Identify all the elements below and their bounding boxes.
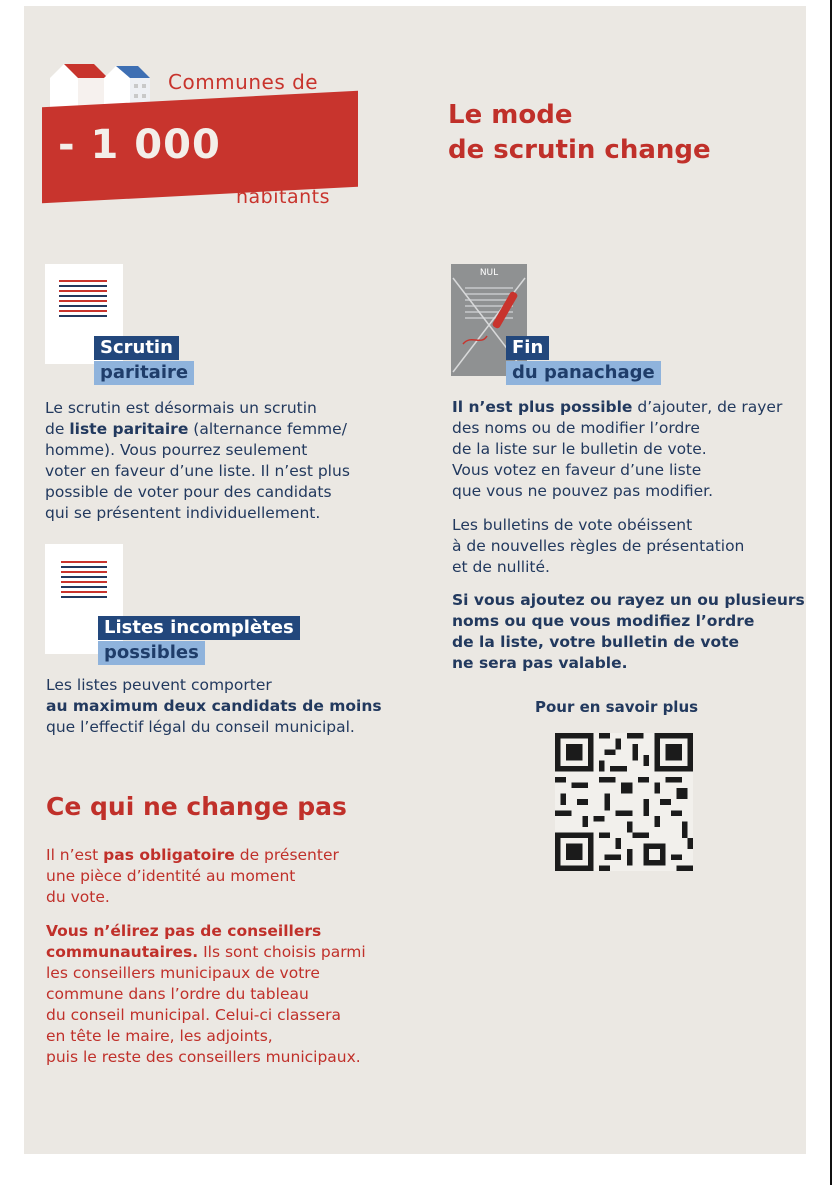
panachage-line: de la liste sur le bulletin de vote.: [452, 440, 707, 458]
communes-label: Communes de: [168, 70, 319, 94]
tag-possibles: possibles: [98, 641, 205, 665]
title-line-1: Le mode: [448, 100, 573, 130]
panachage-line: Les bulletins de vote obéissent: [452, 516, 693, 534]
tag-scrutin: Scrutin: [94, 336, 179, 360]
paritaire-text: [45, 398, 350, 524]
panachage-line: et de nullité.: [452, 558, 550, 576]
incompletes-line: que l’effectif légal du conseil municipal.: [46, 718, 355, 736]
incompletes-line-bold: au maximum deux candidats de moins: [46, 697, 382, 715]
paritaire-line: possible de voter pour des candidats: [45, 483, 332, 501]
unchanged-line: une pièce d’identité au moment: [46, 867, 296, 885]
paritaire-bold: liste paritaire: [69, 420, 189, 438]
panachage-line: Vous votez en faveur d’une liste: [452, 461, 702, 479]
panachage-line: que vous ne pouvez pas modifier.: [452, 482, 714, 500]
incompletes-line: Les listes peuvent comporter: [46, 676, 272, 694]
unchanged-line: puis le reste des conseillers municipaux.: [46, 1048, 361, 1066]
paritaire-line: voter en faveur d’une liste. Il n’est plus: [45, 462, 350, 480]
panachage-line-bold: ne sera pas valable.: [452, 654, 628, 672]
unchanged-line: du vote.: [46, 888, 110, 906]
tag-paritaire: paritaire: [94, 361, 194, 385]
panachage-text-3: [452, 590, 805, 674]
tag-panachage: du panachage: [506, 361, 661, 385]
unchanged-text-1: [46, 845, 339, 908]
unchanged-line: commune dans l’ordre du tableau: [46, 985, 309, 1003]
paritaire-line: homme). Vous pourrez seulement: [45, 441, 308, 459]
panachage-line-bold: Si vous ajoutez ou rayez un ou plusieurs: [452, 591, 805, 609]
paritaire-line: Le scrutin est désormais un scrutin: [45, 399, 317, 417]
scan-edge: [830, 0, 832, 1185]
panachage-line: Il n’est plus possible d’ajouter, de rayer: [452, 398, 783, 416]
habitants-label: habitants: [236, 186, 331, 208]
panachage-text-1: [452, 397, 782, 502]
tag-fin: Fin: [506, 336, 549, 360]
page-title: [448, 98, 711, 168]
panachage-text-2: [452, 515, 744, 578]
qr-code[interactable]: [555, 733, 693, 871]
panachage-line: des noms ou de modifier l’ordre: [452, 419, 700, 437]
paritaire-line: de liste paritaire (alternance femme/: [45, 420, 347, 438]
section-title-unchanged: Ce qui ne change pas: [46, 792, 347, 821]
unchanged-line: communautaires. Ils sont choisis parmi: [46, 943, 366, 961]
unchanged-line: du conseil municipal. Celui-ci classera: [46, 1006, 341, 1024]
unchanged-text-2: [46, 921, 366, 1068]
nul-label: NUL: [479, 268, 499, 278]
panachage-line-bold: noms ou que vous modifiez l’ordre: [452, 612, 755, 630]
panachage-line: à de nouvelles règles de présentation: [452, 537, 745, 555]
unchanged-line-bold: Vous n’élirez pas de conseillers: [46, 922, 322, 940]
unchanged-line: les conseillers municipaux de votre: [46, 964, 320, 982]
unchanged-line: en tête le maire, les adjoints,: [46, 1027, 273, 1045]
learn-more-label: Pour en savoir plus: [535, 698, 699, 716]
title-line-2: de scrutin change: [448, 135, 711, 165]
tag-listes: Listes incomplètes: [98, 616, 300, 640]
incompletes-text: [46, 675, 382, 738]
unchanged-line: Il n’est pas obligatoire de présenter: [46, 846, 339, 864]
population-number: - 1 000: [58, 122, 221, 168]
panachage-line-bold: de la liste, votre bulletin de vote: [452, 633, 740, 651]
paritaire-line: qui se présentent individuellement.: [45, 504, 321, 522]
